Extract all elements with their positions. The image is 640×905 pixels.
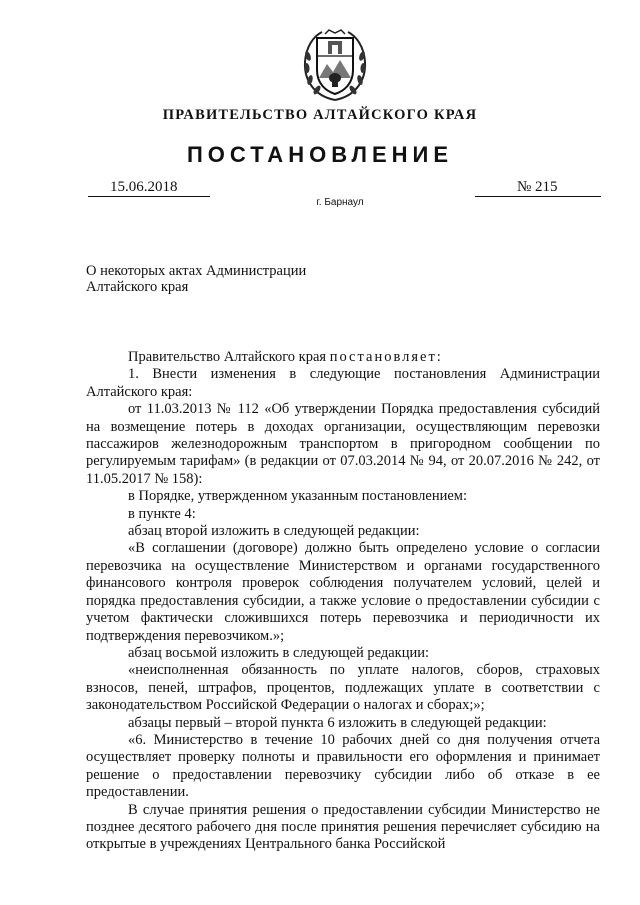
body-paragraph: В случае принятия решения о предоставлении субсидии Министерство не позднее десятого рабочего дня после принятия решения перечисляет субсидию на открытые в учреждениях Центрального банка Российской	[86, 801, 600, 853]
preamble-text: Правительство Алтайского края	[128, 349, 330, 365]
body-paragraph: от 11.03.2013 № 112 «Об утверждении Порядка предоставления субсидий на возмещение потерь в доходах организации, осуществляющим перевозки пассажиров железнодорожным транспортом в пригородном сообщении по регулируемым тарифам» (в редакции от 07.03.2014 № 94, от 20.07.2016 № 242, от 11.05.2017 № 158):	[86, 401, 600, 487]
document-body	[86, 349, 600, 854]
body-paragraph: 1. Внести изменения в следующие постановления Администрации Алтайского края:	[86, 366, 600, 400]
body-paragraph: абзацы первый – второй пункта 6 изложить в следующей редакции:	[128, 714, 547, 731]
body-paragraph: в Порядке, утвержденном указанным постановлением:	[128, 488, 468, 505]
document-number: № 215	[475, 178, 601, 197]
subject-line: О некоторых актах Администрации	[86, 263, 307, 279]
document-subject	[86, 263, 386, 295]
subject-line: Алтайского края	[86, 279, 189, 295]
preamble-verb: постановляет:	[329, 349, 443, 365]
preamble	[86, 349, 600, 366]
body-paragraph: абзац восьмой изложить в следующей редакции:	[128, 644, 430, 661]
body-paragraph: «6. Министерство в течение 10 рабочих дней со дня получения отчета осуществляет проверку полноты и правильности его оформления и принимает решение о предоставлении перевозчику субсидии либо об отказе в ее предоставлении.	[86, 731, 600, 801]
body-paragraph: в пункте 4:	[128, 505, 196, 522]
document-type: ПОСТАНОВЛЕНИЕ	[186, 142, 454, 167]
body-paragraph: абзац второй изложить в следующей редакции:	[128, 523, 420, 540]
body-paragraph: «В соглашении (договоре) должно быть определено условие о согласии перевозчика на осуществление Министерством и органами государственного финансового контроля проверок соблюдения получателем условий, целей и порядка предоставления субсидии, а также условие о предоставлении субсидии с учетом фактически сложившихся потерь перевозчика и периодичности их подтверждения перевозчиком.»;	[86, 540, 600, 644]
government-title: ПРАВИТЕЛЬСТВО АЛТАЙСКОГО КРАЯ	[162, 107, 478, 123]
document-city: г. Барнаул	[316, 197, 364, 208]
document-date: 15.06.2018	[88, 178, 210, 197]
coat-of-arms-icon	[300, 26, 370, 102]
body-paragraph: «неисполненная обязанность по уплате налогов, сборов, страховых взносов, пеней, штрафов, процентов, подлежащих уплате в соответствии с законодательством Российской Федерации о налогах и сборах;»;	[86, 662, 600, 714]
